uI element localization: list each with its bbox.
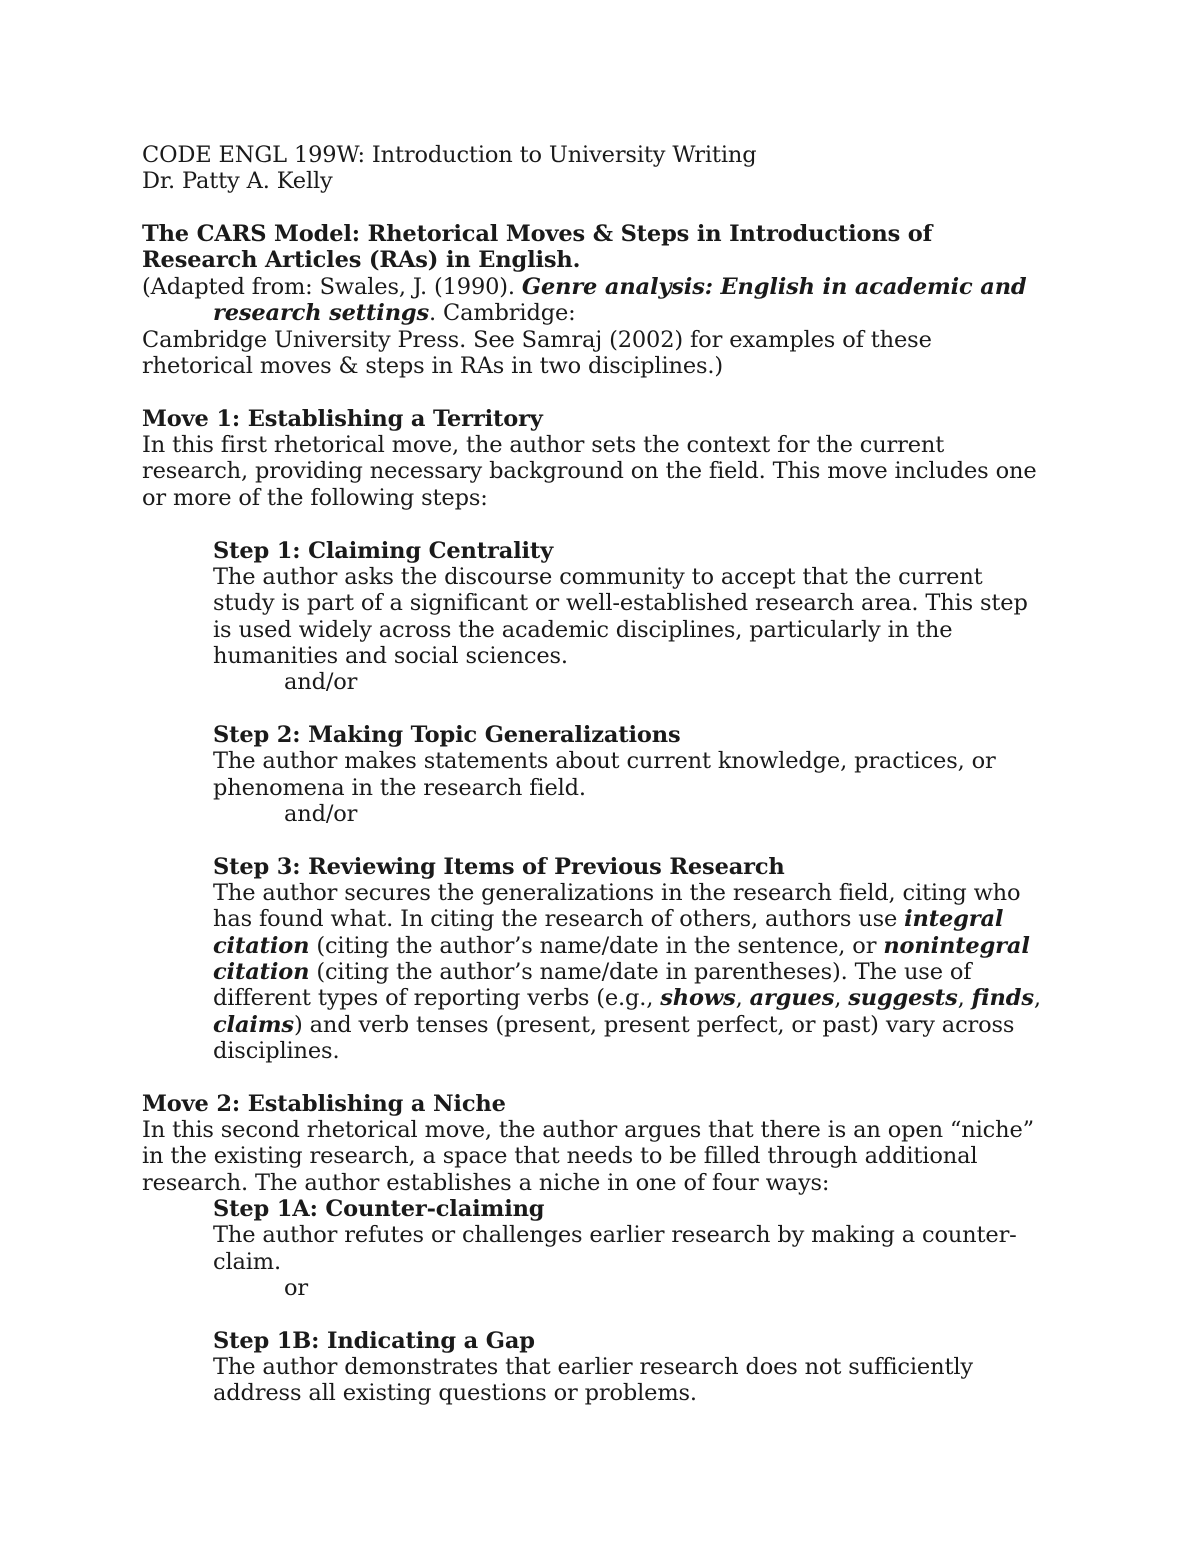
- step-1b-desc-line: address all existing questions or problems.: [213, 1380, 697, 1406]
- step-3-text: ) and verb tenses (present, present perfect, or past) vary across: [293, 1012, 1015, 1038]
- step-1-desc-line: study is part of a significant or well-established research area. This step: [213, 590, 1028, 616]
- step-1a-connector: or: [284, 1275, 309, 1301]
- step-3-desc-line: disciplines.: [213, 1038, 340, 1064]
- source-citation-line-2: [213, 300, 576, 326]
- integral-term: integral: [904, 906, 1004, 932]
- verb-suggests: suggests: [848, 985, 958, 1011]
- source-citation-line-4: rhetorical moves & steps in RAs in two disciplines.): [142, 353, 724, 379]
- step-3-desc-line: [213, 985, 1041, 1011]
- step-1a-desc-line: The author refutes or challenges earlier research by making a counter-: [213, 1222, 1017, 1248]
- verb-argues: argues: [749, 985, 835, 1011]
- citation-term: citation: [213, 959, 310, 985]
- move-1-desc-line: research, providing necessary background on the field. This move includes one: [142, 458, 1037, 484]
- nonintegral-term: nonintegral: [883, 933, 1030, 959]
- step-1-desc-line: humanities and social sciences.: [213, 643, 568, 669]
- separator: ,: [834, 985, 849, 1011]
- move-1-heading: Move 1: Establishing a Territory: [142, 406, 543, 432]
- step-1b-heading: Step 1B: Indicating a Gap: [213, 1328, 535, 1354]
- step-3-desc-line: [213, 959, 971, 985]
- source-citation-line-3: Cambridge University Press. See Samraj (2002) for examples of these: [142, 327, 932, 353]
- step-1-heading: Step 1: Claiming Centrality: [213, 538, 554, 564]
- step-1-desc-line: The author asks the discourse community to accept that the current: [213, 564, 983, 590]
- instructor-name: Dr. Patty A. Kelly: [142, 168, 333, 194]
- step-1a-heading: Step 1A: Counter-claiming: [213, 1196, 545, 1222]
- separator: ,: [735, 985, 750, 1011]
- step-2-desc-line: The author makes statements about current knowledge, practices, or: [213, 748, 996, 774]
- move-1-desc-line: or more of the following steps:: [142, 485, 488, 511]
- step-3-desc-line: [213, 933, 1030, 959]
- step-3-desc-line: The author secures the generalizations in the research field, citing who: [213, 880, 1021, 906]
- source-book-title-cont: research settings: [213, 300, 430, 326]
- move-2-heading: Move 2: Establishing a Niche: [142, 1091, 506, 1117]
- source-publisher-city: . Cambridge:: [429, 300, 576, 326]
- step-3-text: (citing the author’s name/date in parentheses). The use of: [309, 959, 972, 985]
- step-1a-desc-line: claim.: [213, 1249, 281, 1275]
- separator: ,: [1033, 985, 1041, 1011]
- document-title-line-2: Research Articles (RAs) in English.: [142, 247, 581, 273]
- step-1b-desc-line: The author demonstrates that earlier research does not sufficiently: [213, 1354, 973, 1380]
- step-3-desc-line: [213, 906, 1003, 932]
- step-3-heading: Step 3: Reviewing Items of Previous Research: [213, 854, 785, 880]
- source-prefix: (Adapted from: Swales, J. (1990).: [142, 274, 522, 300]
- move-2-desc-line: In this second rhetorical move, the author argues that there is an open “niche”: [142, 1117, 1034, 1143]
- step-2-heading: Step 2: Making Topic Generalizations: [213, 722, 681, 748]
- verb-finds: finds: [971, 985, 1034, 1011]
- source-book-title: Genre analysis: English in academic and: [521, 274, 1027, 300]
- course-title: CODE ENGL 199W: Introduction to University Writing: [142, 142, 757, 168]
- step-3-desc-line: [213, 1012, 1014, 1038]
- move-2-desc-line: research. The author establishes a niche in one of four ways:: [142, 1170, 830, 1196]
- step-3-text: has found what. In citing the research of others, authors use: [213, 906, 905, 932]
- move-1-desc-line: In this first rhetorical move, the author sets the context for the current: [142, 432, 945, 458]
- step-1-connector: and/or: [284, 669, 358, 695]
- citation-term: citation: [213, 933, 310, 959]
- step-2-connector: and/or: [284, 801, 358, 827]
- step-3-text: different types of reporting verbs (e.g.,: [213, 985, 661, 1011]
- source-citation-line-1: [142, 274, 1027, 300]
- step-1-desc-line: is used widely across the academic disciplines, particularly in the: [213, 617, 953, 643]
- move-2-desc-line: in the existing research, a space that needs to be filled through additional: [142, 1143, 978, 1169]
- step-2-desc-line: phenomena in the research field.: [213, 775, 586, 801]
- verb-shows: shows: [660, 985, 736, 1011]
- document-title-line-1: The CARS Model: Rhetorical Moves & Steps in Introductions of: [142, 221, 933, 247]
- step-3-text: (citing the author’s name/date in the sentence, or: [309, 933, 884, 959]
- separator: ,: [957, 985, 972, 1011]
- verb-claims: claims: [213, 1012, 294, 1038]
